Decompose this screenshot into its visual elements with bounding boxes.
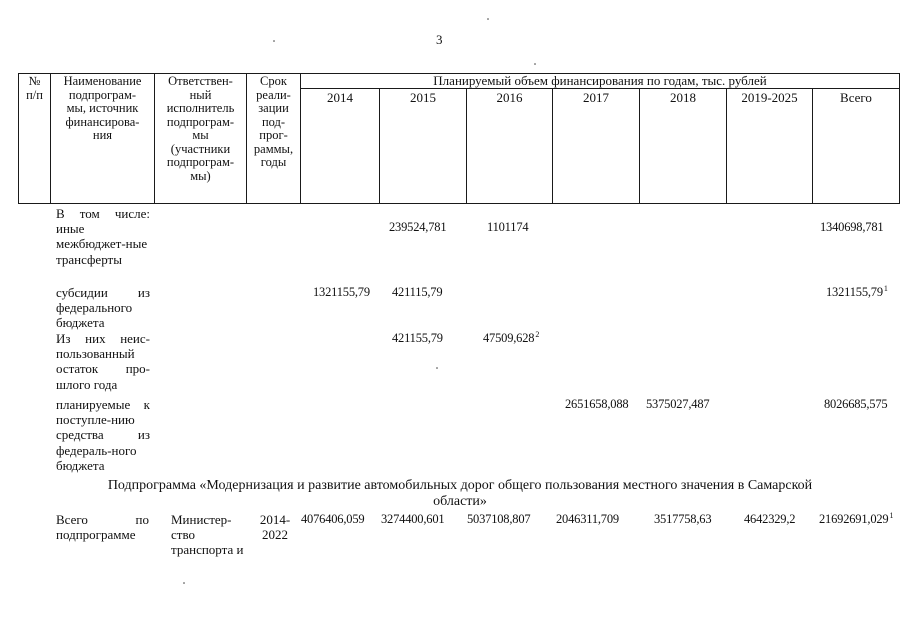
scan-speck — [273, 40, 275, 42]
page-number: 3 — [436, 32, 443, 47]
subprogram-title: Подпрограмма «Модернизация и развитие автомобильных дорог общего пользования местного значения в Самарской области» — [107, 478, 813, 509]
total-row-executor: Министер-ство транспорта и — [171, 512, 244, 557]
row-transfers-2016: 1101174 — [487, 220, 529, 234]
total-row-2014: 4076406,059 — [301, 512, 365, 526]
row-remainder-2016 — [483, 331, 539, 347]
row-transfers-total: 1340698,781 — [820, 220, 884, 234]
total-row-2019-2025: 4642329,2 — [744, 512, 796, 526]
row-label-remainder: Из них неис-пользованный остаток про-шлого года — [56, 331, 150, 392]
row-subsidies-total — [826, 285, 888, 301]
scan-speck — [183, 582, 185, 584]
total-row-2017: 2046311,709 — [556, 512, 619, 526]
row-subsidies-2015: 421115,79 — [392, 285, 443, 299]
subsidies-total-value: 1321155,79 — [826, 285, 883, 299]
header-col-term: Срок реали- зации под- прог- раммы, годы — [253, 74, 294, 169]
total-row-label: Всего по подпрограмме — [56, 512, 149, 542]
header-col-name: Наименование подпрограм- мы, источник финансирова- ния — [63, 74, 142, 142]
total-row-2016: 5037108,807 — [467, 512, 531, 526]
total-row-2015: 3274400,601 — [381, 512, 445, 526]
footnote-mark: 1 — [889, 511, 894, 520]
row-planned-total: 8026685,575 — [824, 397, 888, 411]
grand-total-value: 21692691,029 — [819, 512, 889, 526]
row-planned-2018: 5375027,487 — [646, 397, 710, 411]
header-year-2015: 2015 — [410, 90, 436, 105]
header-col-number: № п/п — [26, 74, 43, 102]
footnote-mark: 2 — [535, 330, 540, 339]
header-col-executor: Ответствен- ный исполнитель подпрограм- мы (участники подпрограм- мы) — [166, 74, 235, 183]
total-row-2018: 3517758,63 — [654, 512, 712, 526]
total-row-total — [819, 512, 893, 528]
row-remainder-2015: 421155,79 — [392, 331, 443, 345]
row-label-subsidies: субсидии из федерального бюджета — [56, 285, 150, 331]
row-transfers-2015: 239524,781 — [389, 220, 447, 234]
scan-speck — [487, 18, 489, 20]
header-year-2016: 2016 — [496, 90, 523, 105]
remainder-2016-value: 47509,628 — [483, 331, 535, 345]
scan-speck — [436, 367, 438, 369]
header-col-funding: Планируемый объем финансирования по годам, тыс. рублей — [433, 73, 767, 88]
scan-speck — [534, 63, 536, 65]
row-planned-2017: 2651658,088 — [565, 397, 629, 411]
row-label-planned: планируемые к поступле-нию средства из федераль-ного бюджета — [56, 397, 150, 473]
header-year-2017: 2017 — [583, 90, 609, 105]
header-year-2019-2025: 2019-2025 — [741, 90, 798, 105]
row-label-transfers: В том числе: иные межбюджет-ные трансферты — [56, 206, 150, 267]
header-total: Всего — [840, 90, 872, 105]
footnote-mark: 1 — [883, 284, 888, 293]
header-year-2018: 2018 — [670, 90, 696, 105]
row-subsidies-2014: 1321155,79 — [313, 285, 370, 299]
header-year-2014: 2014 — [327, 90, 353, 105]
total-row-term: 2014- 2022 — [259, 512, 291, 542]
